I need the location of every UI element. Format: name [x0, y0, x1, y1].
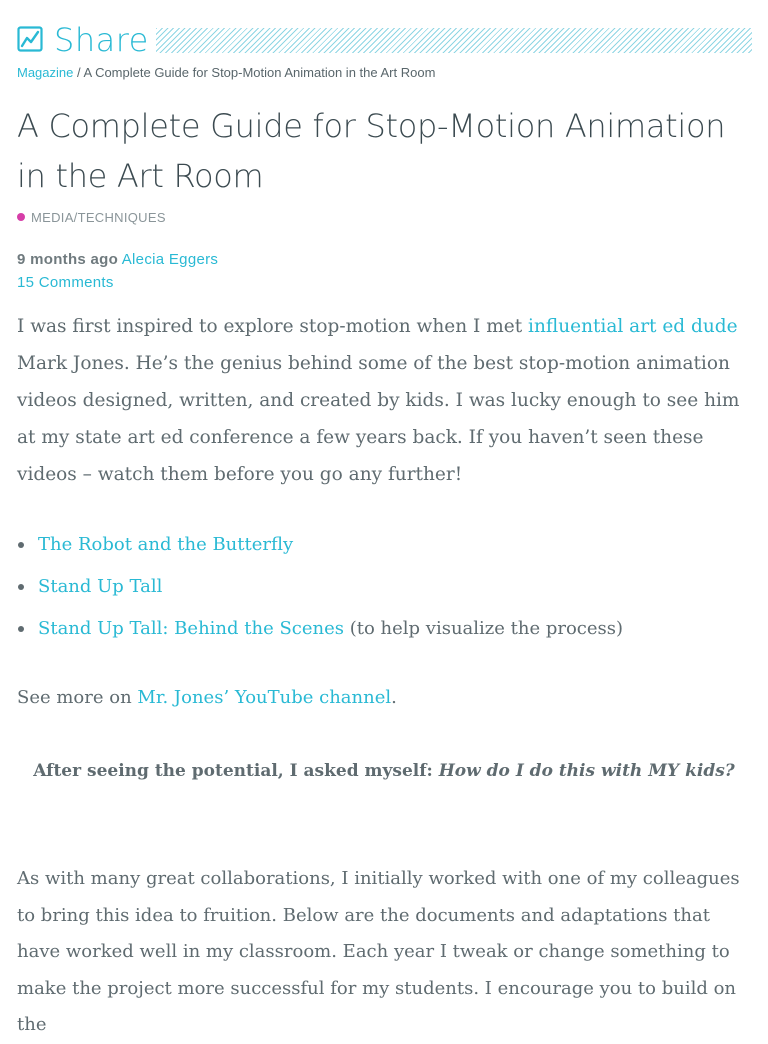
collaboration-paragraph: As with many great collaborations, I initially worked with one of my colleagues to bring this idea to fruition. Below are the documents and adaptations that have worked well in my classroom. Each year I tweak or change something to make the project more successful for my students. I encourage you to build on the: [17, 868, 740, 1035]
influential-link[interactable]: influential art ed dude: [528, 316, 738, 337]
see-more-text: See more on: [17, 687, 138, 708]
intro-paragraph: [17, 308, 757, 493]
share-bar[interactable]: [17, 22, 752, 58]
list-item: [17, 525, 623, 567]
list-item: [17, 567, 623, 609]
video-link-stand-up-tall[interactable]: Stand Up Tall: [38, 576, 163, 597]
author-link[interactable]: Alecia Eggers: [121, 251, 219, 268]
see-more-paragraph: [17, 683, 397, 713]
page-title: A Complete Guide for Stop-Motion Animation in the Art Room: [17, 107, 726, 195]
intro-text-after: Mark Jones. He’s the genius behind some of the best stop-motion animation videos designed, written, and created by kids. I was lucky enough to see him at my state art ed conference a few years back. If you haven’t seen these videos – watch them before you go any further!: [17, 353, 740, 485]
share-stripes-decoration: [156, 28, 752, 53]
article-meta: [17, 248, 218, 294]
post-age: 9 months ago: [17, 251, 119, 268]
breadcrumb: [17, 65, 435, 80]
category-tag[interactable]: [17, 210, 166, 225]
chart-trend-icon: [17, 26, 43, 52]
pullquote-lead: After seeing the potential, I asked myself:: [33, 761, 439, 781]
youtube-channel-link[interactable]: Mr. Jones’ YouTube channel: [137, 687, 392, 708]
see-more-period: .: [391, 687, 397, 708]
pullquote: [0, 756, 768, 786]
breadcrumb-magazine-link[interactable]: Magazine: [17, 65, 74, 80]
comments-link[interactable]: 15 Comments: [17, 274, 114, 291]
video-link-note: (to help visualize the process): [344, 618, 624, 639]
video-link-behind-scenes[interactable]: Stand Up Tall: Behind the Scenes: [38, 618, 344, 639]
breadcrumb-current: A Complete Guide for Stop-Motion Animation in the Art Room: [83, 65, 436, 80]
category-label[interactable]: MEDIA/TECHNIQUES: [31, 210, 166, 225]
share-label[interactable]: Share: [54, 21, 149, 59]
category-dot-icon: [17, 213, 25, 221]
breadcrumb-separator: /: [73, 65, 84, 80]
list-item: [17, 609, 623, 651]
video-link-robot-butterfly[interactable]: The Robot and the Butterfly: [38, 534, 294, 555]
pullquote-question: How do I do this with MY kids?: [438, 761, 735, 781]
byline: [17, 248, 218, 271]
video-links-list: [17, 525, 623, 651]
intro-text-before: I was first inspired to explore stop-motion when I met: [17, 316, 529, 337]
